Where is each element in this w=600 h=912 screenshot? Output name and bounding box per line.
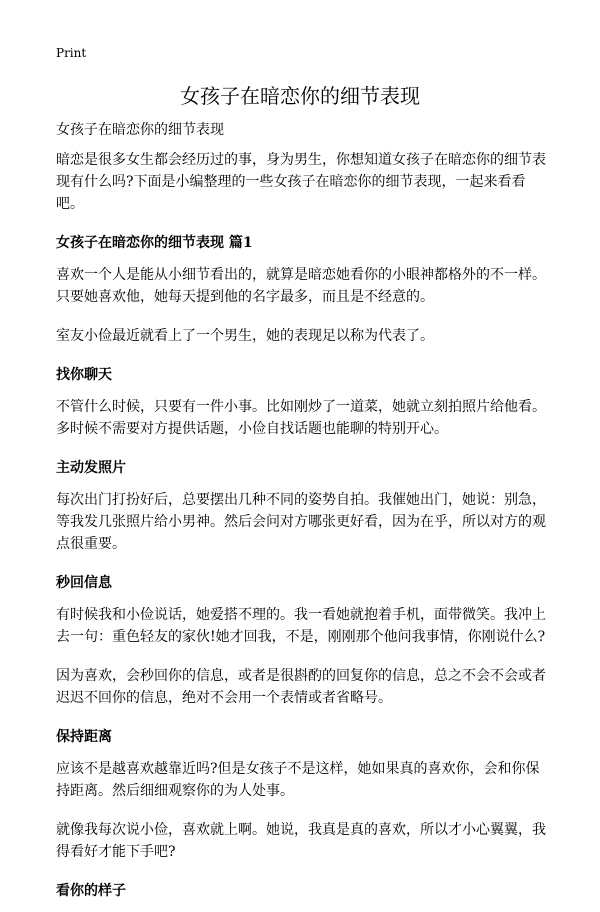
section-heading: 找你聊天 <box>56 367 112 383</box>
paragraph: 有时候我和小俭说话，她爱搭不理的。我一看她就抱着手机，面带微笑。我冲上去一句：重色轻友的家伙!她才回我，不是，刚刚那个他问我事情，你刚说什么? <box>56 607 546 645</box>
section-heading: 主动发照片 <box>56 460 126 476</box>
intro-paragraph: 暗恋是很多女生都会经历过的事，身为男生，你想知道女孩子在暗恋你的细节表现有什么吗?下面是小编整理的一些女孩子在暗恋你的细节表现，一起来看看吧。 <box>56 152 546 212</box>
article-body <box>56 119 548 912</box>
paragraph: 喜欢一个人是能从小细节看出的，就算是暗恋她看你的小眼神都格外的不一样。只要她喜欢他，她每天提到他的名字最多，而且是不经意的。 <box>56 267 546 305</box>
section-heading: 秒回信息 <box>56 575 112 591</box>
section-heading: 保持距离 <box>56 729 112 745</box>
paragraph: 应该不是越喜欢越靠近吗?但是女孩子不是这样，她如果真的喜欢你，会和你保持距离。然后细细观察你的为人处事。 <box>56 761 540 799</box>
paragraph: 室友小俭最近就看上了一个男生，她的表现足以称为代表了。 <box>56 328 434 344</box>
section-heading: 女孩子在暗恋你的细节表现 篇1 <box>56 235 253 251</box>
paragraph: 因为喜欢，会秒回你的信息，或者是很斟酌的回复你的信息，总之不会不会或者迟迟不回你的信息，绝对不会用一个表情或者省略号。 <box>56 668 546 706</box>
paragraph: 每次出门打扮好后，总要摆出几种不同的姿势自拍。我催她出门，她说：别急，等我发几张照片给小男神。然后会问对方哪张更好看，因为在乎，所以对方的观点很重要。 <box>56 492 546 552</box>
page-title: 女孩子在暗恋你的细节表现 <box>180 84 420 108</box>
paragraph: 不管什么时候，只要有一件小事。比如刚炒了一道菜，她就立刻拍照片给他看。多时候不需要对方提供话题，小俭自找话题也能聊的特别开心。 <box>56 399 546 437</box>
subtitle: 女孩子在暗恋你的细节表现 <box>56 122 224 138</box>
print-link[interactable]: Print <box>56 46 87 60</box>
section-heading: 看你的样子 <box>56 883 126 899</box>
paragraph: 就像我每次说小俭，喜欢就上啊。她说，我真是真的喜欢，所以才小心翼翼，我得看好才能下手吧? <box>56 822 546 860</box>
